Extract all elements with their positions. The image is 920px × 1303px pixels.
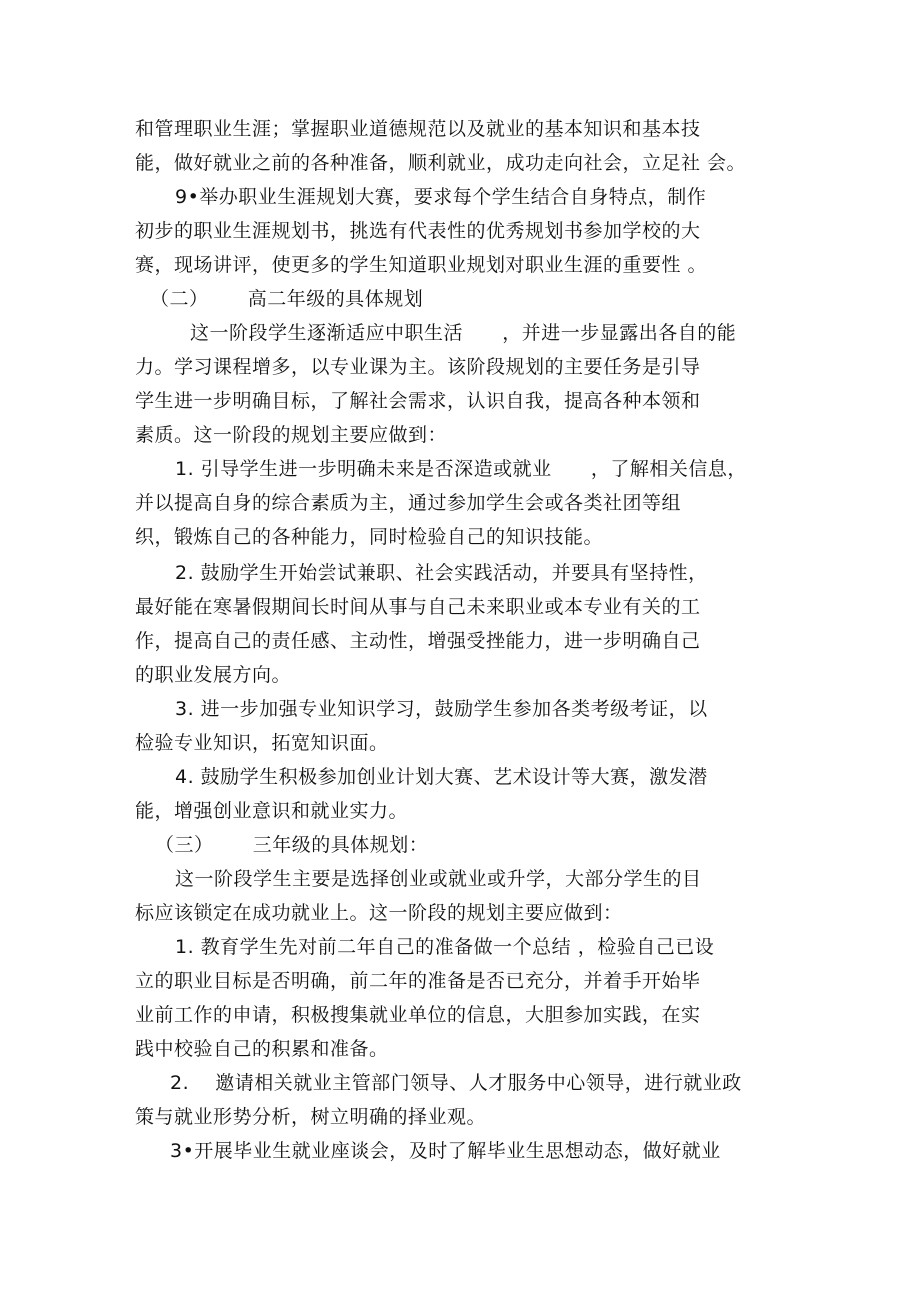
text-line: 初步的职业生涯规划书，挑选有代表性的优秀规划书参加学校的大 <box>135 220 701 242</box>
text-line: 这一阶段学生主要是选择创业或就业或升学，大部分学生的目 <box>175 868 702 890</box>
text-line: 践中校验自己的积累和准备。 <box>135 1038 389 1060</box>
text-line: 9•举办职业生涯规划大赛，要求每个学生结合自身特点，制作 <box>175 186 707 208</box>
text-line: 并以提高自身的综合素质为主，通过参加学生会或各类社团等组 <box>135 492 682 514</box>
text-line: 作，提高自己的责任感、主动性，增强受挫能力，进一步明确自己 <box>135 630 701 652</box>
text-line: 立的职业目标是否明确，前二年的准备是否已充分，并着手开始毕 <box>135 970 701 992</box>
text-line: 标应该锁定在成功就业上。这一阶段的规划主要应做到： <box>135 902 623 924</box>
text-line: 能，增强创业意识和就业实力。 <box>135 800 409 822</box>
text-line: 3. 进一步加强专业知识学习，鼓励学生参加各类考级考证，以 <box>175 698 708 720</box>
text-line: 赛，现场讲评，使更多的学生知道职业规划对职业生涯的重要性 。 <box>135 254 708 276</box>
text-line: 最好能在寒暑假期间长时间从事与自己未来职业或本专业有关的工 <box>135 596 701 618</box>
text-line: 和管理职业生涯；掌握职业道德规范以及就业的基本知识和基本技 <box>135 118 701 140</box>
text-line: 4. 鼓励学生积极参加创业计划大赛、艺术设计等大赛，激发潜 <box>175 766 708 788</box>
text-line: 的职业发展方向。 <box>135 664 292 686</box>
text-line: 检验专业知识，拓宽知识面。 <box>135 732 389 754</box>
text-line: 这一阶段学生逐渐适应中职生活 ，并进一步显露出各自的能 <box>190 322 737 344</box>
text-line: 策与就业形势分析，树立明确的择业观。 <box>135 1106 487 1128</box>
text-line: 1. 教育学生先对前二年自己的准备做一个总结 ，检验自己已设 <box>175 936 715 958</box>
text-line: 力。学习课程增多，以专业课为主。该阶段规划的主要任务是引导 <box>135 356 701 378</box>
text-line: 2. 邀请相关就业主管部门领导、人才服务中心领导，进行就业政 <box>170 1072 742 1094</box>
text-line: 学生进一步明确目标，了解社会需求，认识自我，提高各种本领和 <box>135 390 701 412</box>
text-line: 3•开展毕业生就业座谈会，及时了解毕业生思想动态，做好就业 <box>170 1140 721 1162</box>
text-line: 织，锻炼自己的各种能力，同时检验自己的知识技能。 <box>135 526 604 548</box>
text-line: 业前工作的申请，积极搜集就业单位的信息，大胆参加实践，在实 <box>135 1004 701 1026</box>
text-line: 2. 鼓励学生开始尝试兼职、社会实践活动，并要具有坚持性， <box>175 562 708 584</box>
section-heading: （二） 高二年级的具体规划 <box>150 288 424 310</box>
section-heading: （三） 三年级的具体规划： <box>155 834 429 856</box>
text-line: 素质。这一阶段的规划主要应做到： <box>135 424 448 446</box>
text-line: 能，做好就业之前的各种准备，顺利就业，成功走向社会，立足社 会。 <box>135 152 747 174</box>
text-line: 1. 引导学生进一步明确未来是否深造或就业 ，了解相关信息， <box>175 458 747 480</box>
